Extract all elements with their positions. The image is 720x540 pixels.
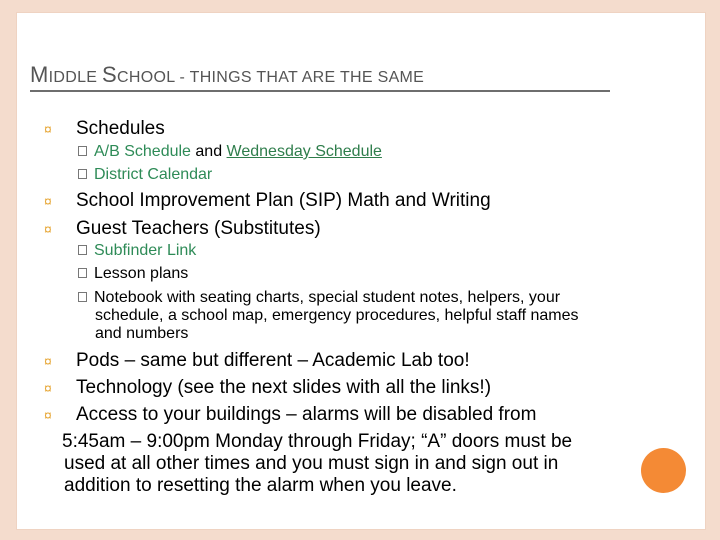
access-line-2: used at all other times and you must sign in and sign out in bbox=[64, 453, 559, 474]
ab-schedule-link[interactable]: A/B Schedule bbox=[94, 143, 191, 160]
bullet-icon: ¤ bbox=[44, 193, 52, 209]
bullet-icon: ¤ bbox=[44, 407, 52, 423]
access-line-1: 5:45am – 9:00pm Monday through Friday; “A” doors must be bbox=[62, 431, 573, 452]
sub-notebook-line3: and numbers bbox=[95, 325, 189, 342]
decorative-circle bbox=[641, 448, 686, 493]
bullet-icon: ¤ bbox=[44, 380, 52, 396]
sub-notebook-line2: schedule, a school map, emergency procedures, helpful staff names bbox=[95, 307, 579, 324]
checkbox-icon bbox=[78, 245, 87, 255]
district-calendar-link[interactable]: District Calendar bbox=[94, 166, 213, 183]
bullet-icon: ¤ bbox=[44, 353, 52, 369]
checkbox-icon bbox=[78, 169, 87, 179]
bullet-icon: ¤ bbox=[44, 121, 52, 137]
access-line-3: addition to resetting the alarm when you leave. bbox=[64, 475, 457, 496]
slide-title: MIDDLE SCHOOL - THINGS THAT ARE THE SAME bbox=[30, 62, 425, 87]
checkbox-icon bbox=[78, 292, 87, 302]
title-underline bbox=[30, 90, 610, 92]
checkbox-icon bbox=[78, 146, 87, 156]
subfinder-link[interactable]: Subfinder Link bbox=[94, 242, 197, 259]
bullet-icon: ¤ bbox=[44, 221, 52, 237]
wednesday-schedule-link[interactable]: Wednesday Schedule bbox=[226, 143, 382, 160]
checkbox-icon bbox=[78, 268, 87, 278]
